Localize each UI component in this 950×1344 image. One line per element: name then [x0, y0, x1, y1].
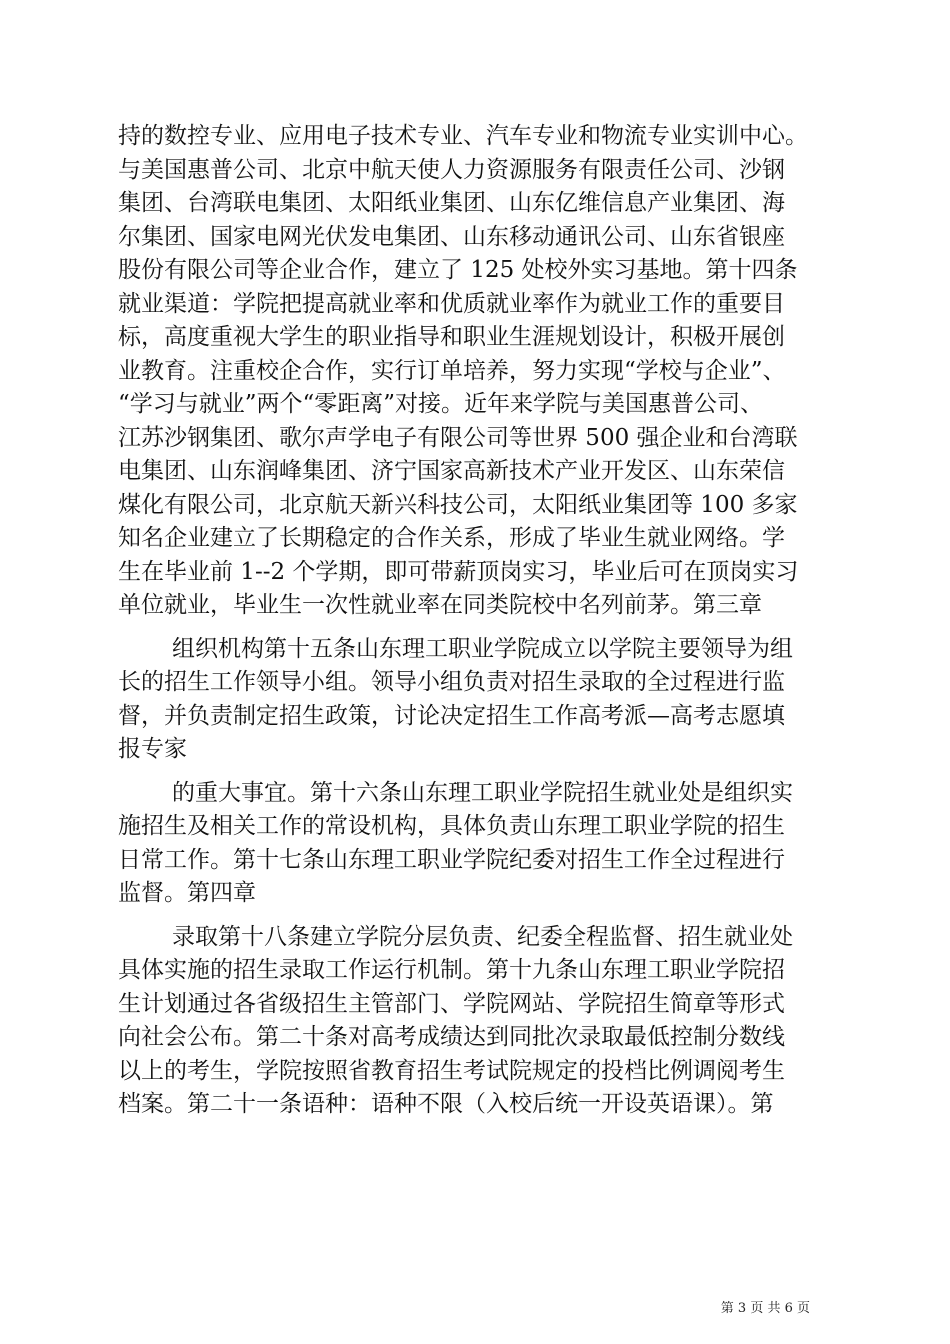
- text-line: 向社会公布。第二十条对高考成绩达到同批次录取最低控制分数线: [118, 1024, 785, 1050]
- text-line: 长的招生工作领导小组。领导小组负责对招生录取的全过程进行监: [118, 669, 785, 695]
- text-line: 电集团、山东润峰集团、济宁国家高新技术产业开发区、山东荣信: [118, 458, 785, 484]
- text-line: 生在毕业前 1--2 个学期，即可带薪顶岗实习，毕业后可在顶岗实习: [118, 558, 799, 585]
- text-line: 尔集团、国家电网光伏发电集团、山东移动通讯公司、山东省银座: [118, 223, 785, 250]
- paragraph-first-line: 的重大事宜。第十六条山东理工职业学院招生就业处是组织实: [172, 779, 793, 806]
- paragraph-first-line: 组织机构第十五条山东理工职业学院成立以学院主要领导为组: [172, 635, 793, 662]
- text-line: 报专家: [118, 736, 187, 762]
- text-line: 督，并负责制定招生政策，讨论决定招生工作高考派—高考志愿填: [118, 702, 785, 729]
- text-line: 生计划通过各省级招生主管部门、学院网站、学院招生简章等形式: [118, 990, 785, 1017]
- text-line: 日常工作。第十七条山东理工职业学院纪委对招生工作全过程进行: [118, 846, 785, 873]
- text-line: “学习与就业”两个“零距离”对接。近年来学院与美国惠普公司、: [118, 391, 764, 417]
- text-line: 标，高度重视大学生的职业指导和职业生涯规划设计，积极开展创: [118, 324, 785, 350]
- text-line: 以上的考生，学院按照省教育招生考试院规定的投档比例调阅考生: [118, 1057, 785, 1084]
- page-number-footer: 第 3 页 共 6 页: [720, 1301, 810, 1316]
- text-line: 江苏沙钢集团、歌尔声学电子有限公司等世界 500 强企业和台湾联: [118, 424, 798, 451]
- text-line: 具体实施的招生录取工作运行机制。第十九条山东理工职业学院招: [118, 957, 785, 983]
- text-line: 施招生及相关工作的常设机构，具体负责山东理工职业学院的招生: [118, 813, 785, 839]
- text-line: 就业渠道：学院把提高就业率和优质就业率作为就业工作的重要目: [118, 290, 785, 317]
- text-line: 煤化有限公司，北京航天新兴科技公司，太阳纸业集团等 100 多家: [118, 491, 798, 518]
- text-line: 持的数控专业、应用电子技术专业、汽车专业和物流专业实训中心。: [118, 123, 808, 149]
- text-line: 与美国惠普公司、北京中航天使人力资源服务有限责任公司、沙钢: [118, 156, 785, 183]
- paragraph-first-line: 录取第十八条建立学院分层负责、纪委全程监督、招生就业处: [172, 923, 793, 950]
- text-line: 知名企业建立了长期稳定的合作关系，形成了毕业生就业网络。学: [118, 525, 785, 551]
- text-line: 监督。第四章: [118, 880, 256, 906]
- text-line: 单位就业，毕业生一次性就业率在同类院校中名列前茅。第三章: [118, 592, 762, 618]
- text-line: 股份有限公司等企业合作，建立了 125 处校外实习基地。第十四条: [118, 257, 798, 283]
- document-body: [118, 120, 838, 1122]
- text-line: 集团、台湾联电集团、太阳纸业集团、山东亿维信息产业集团、海: [118, 190, 785, 216]
- text-line: 档案。第二十一条语种：语种不限（入校后统一开设英语课）。第: [118, 1091, 774, 1117]
- text-line: 业教育。注重校企合作，实行订单培养，努力实现“学校与企业”、: [118, 357, 786, 384]
